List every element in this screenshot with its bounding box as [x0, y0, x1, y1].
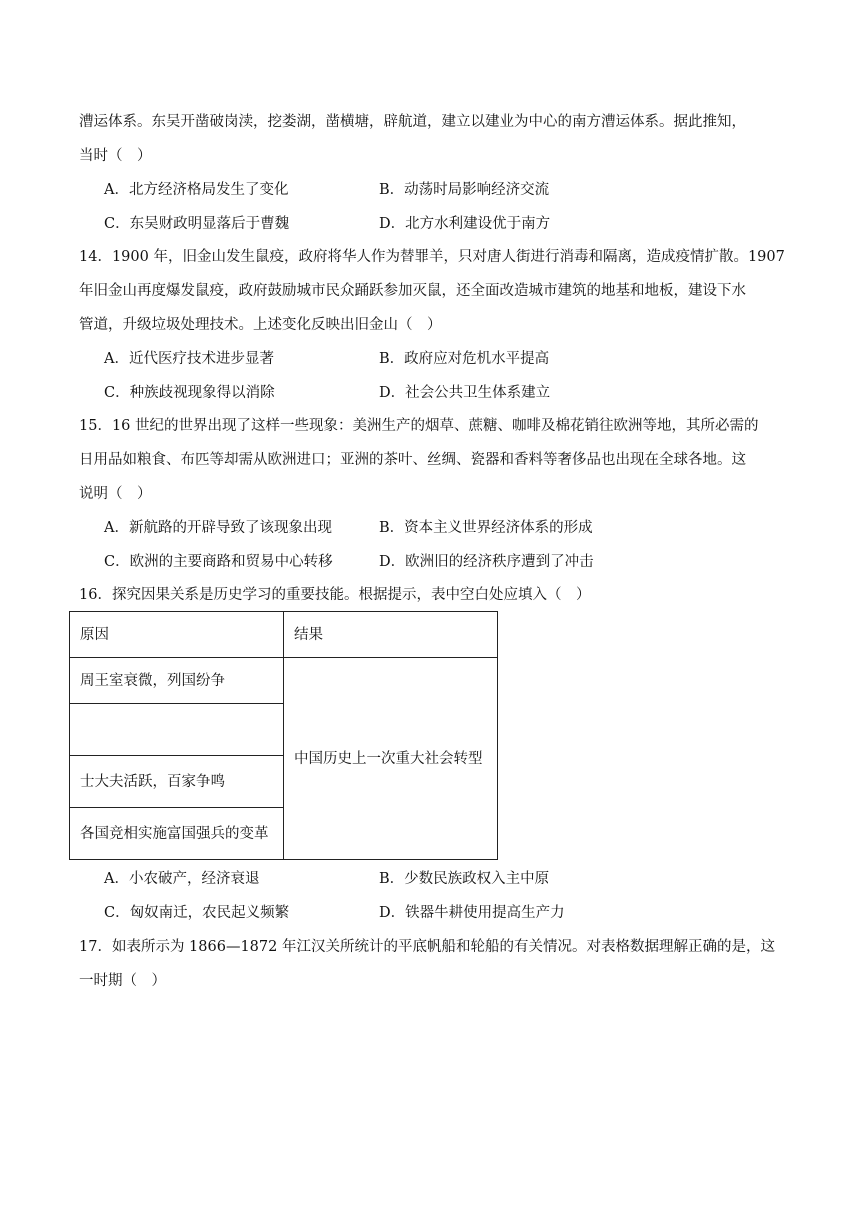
table-header-result: 结果	[284, 612, 498, 658]
q16-option-d: D．铁器牛耕使用提高生产力	[379, 905, 565, 921]
q17-stem-line-1: 17．如表所示为 1866—1872 年江汉关所统计的平底帆船和轮船的有关情况。对表格数据理解正确的是，这	[79, 939, 775, 955]
table-cause-cell: 各国竞相实施富国强兵的变革	[70, 808, 284, 860]
q16-option-b: B．少数民族政权入主中原	[379, 871, 550, 887]
q14-option-d: D．社会公共卫生体系建立	[379, 385, 551, 401]
q14-option-a: A．近代医疗技术进步显著	[104, 351, 274, 367]
q13-option-a: A．北方经济格局发生了变化	[104, 182, 289, 198]
q15-stem-line-2: 日用品如粮食、布匹等却需从欧洲进口；亚洲的茶叶、丝绸、瓷器和香料等奢侈品也出现在全球各地。这	[79, 452, 746, 468]
table-result-cell: 中国历史上一次重大社会转型	[284, 658, 498, 860]
table-row	[70, 658, 498, 704]
q15-stem-line-1: 15．16 世纪的世界出现了这样一些现象：美洲生产的烟草、蔗糖、咖啡及棉花销往欧洲等地，其所必需的	[79, 418, 759, 434]
q17-stem-line-2: 一时期（ ）	[79, 973, 166, 989]
q14-stem-line-3: 管道，升级垃圾处理技术。上述变化反映出旧金山（ ）	[79, 317, 442, 333]
table-cause-blank-cell	[70, 704, 284, 756]
q15-option-c: C．欧洲的主要商路和贸易中心转移	[104, 554, 333, 570]
table-cause-cell: 士大夫活跃，百家争鸣	[70, 756, 284, 808]
q16-option-c: C．匈奴南迁，农民起义频繁	[104, 905, 290, 921]
q14-stem-line-2: 年旧金山再度爆发鼠疫，政府鼓励城市民众踊跃参加灭鼠，还全面改造城市建筑的地基和地板，建设下水	[79, 283, 746, 299]
q13-stem-line-2: 当时（ ）	[79, 148, 152, 164]
q15-option-d: D．欧洲旧的经济秩序遭到了冲击	[379, 554, 594, 570]
q13-option-d: D．北方水利建设优于南方	[379, 216, 551, 232]
q14-option-b: B．政府应对危机水平提高	[379, 351, 550, 367]
q14-option-c: C．种族歧视现象得以消除	[104, 385, 275, 401]
table-cause-cell: 周王室衰微，列国纷争	[70, 658, 284, 704]
q16-option-a: A．小农破产，经济衰退	[104, 871, 260, 887]
q13-stem-line-1: 漕运体系。东吴开凿破岗渎，挖娄湖，凿横塘，辟航道，建立以建业为中心的南方漕运体系。据此推知，	[79, 114, 746, 130]
q13-option-b: B．动荡时局影响经济交流	[379, 182, 550, 198]
q16-stem-line-1: 16．探究因果关系是历史学习的重要技能。根据提示，表中空白处应填入（ ）	[79, 587, 591, 603]
table-header-row	[70, 612, 498, 658]
q13-option-c: C．东吴财政明显落后于曹魏	[104, 216, 290, 232]
q14-stem-line-1: 14．1900 年，旧金山发生鼠疫，政府将华人作为替罪羊，只对唐人街进行消毒和隔离，造成疫情扩散。1907	[79, 249, 785, 265]
q15-option-b: B．资本主义世界经济体系的形成	[379, 520, 593, 536]
table-header-cause: 原因	[70, 612, 284, 658]
q15-option-a: A．新航路的开辟导致了该现象出现	[104, 520, 332, 536]
cause-result-table	[69, 611, 498, 860]
q15-stem-line-3: 说明（ ）	[79, 486, 152, 502]
